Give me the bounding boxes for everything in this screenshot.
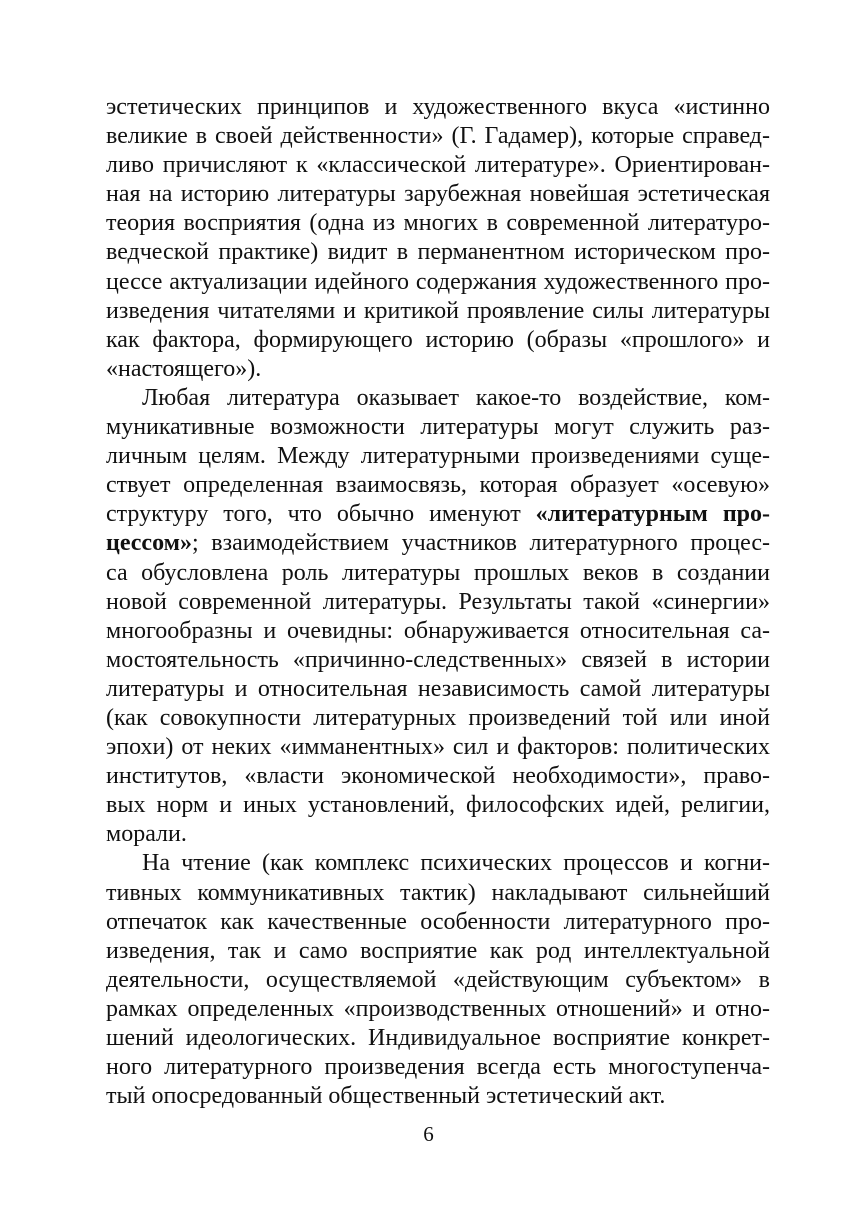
text-line: [106, 675, 770, 704]
text-segment: личным целям. Между литературными произведениями суще-: [106, 443, 770, 470]
text-line: [106, 529, 770, 558]
text-line: [106, 297, 770, 326]
text-segment: шений идеологических. Индивидуальное восприятие конкрет-: [106, 1025, 770, 1051]
text-segment: мостоятельность «причинно-следственных» связей в истории: [106, 646, 770, 673]
page-number: 6: [423, 1122, 434, 1146]
text-line: [106, 733, 770, 762]
text-line: [106, 151, 770, 180]
text-line: [106, 617, 770, 646]
text-line: [106, 762, 770, 791]
text-segment: изведения, так и само восприятие как род интеллектуальной: [106, 937, 770, 964]
text-segment: «настоящего»).: [106, 355, 262, 382]
text-segment: рамках определенных «производственных отношений» и отно-: [106, 995, 770, 1022]
text-line: [106, 559, 770, 588]
text-line: [106, 646, 770, 675]
text-segment: теория восприятия (одна из многих в современной литературо-: [106, 210, 770, 237]
text-line: [106, 1053, 770, 1082]
text-segment: отпечаток как качественные особенности литературного про-: [106, 908, 770, 935]
bold-term: «литературным про-: [535, 501, 770, 528]
text-segment: ведческой практике) видит в перманентном историческом про-: [106, 239, 770, 266]
text-line: [106, 238, 770, 267]
text-line: [106, 180, 770, 209]
body-text: [106, 93, 770, 1111]
text-segment: вых норм и иных установлений, философских идей, религии,: [106, 792, 770, 819]
text-segment: литературы и относительная независимость самой литературы: [106, 675, 770, 702]
paragraph: [106, 93, 770, 384]
text-segment: ного литературного произведения всегда есть многоступенча-: [106, 1054, 770, 1081]
bold-term: цессом»: [106, 530, 192, 557]
text-segment: ная на историю литературы зарубежная новейшая эстетическая: [106, 181, 770, 208]
text-line: [106, 500, 770, 529]
text-segment: как фактора, формирующего историю (образы «прошлого» и: [106, 326, 770, 353]
text-segment: структуру того, что обычно именуют: [106, 501, 536, 528]
text-segment: тивных коммуникативных тактик) накладывают сильнейший: [106, 879, 770, 906]
text-line: [106, 384, 770, 413]
text-line: [106, 122, 770, 151]
text-segment: ливо причисляют к «классической литературе». Ориентирован-: [106, 152, 770, 179]
text-line: [106, 849, 770, 878]
text-segment: эстетических принципов и художественного вкуса «истинно: [106, 94, 770, 120]
text-line: [106, 93, 770, 122]
text-line: [106, 820, 770, 849]
text-line: [106, 413, 770, 442]
text-segment: муникативные возможности литературы могут служить раз-: [106, 414, 770, 441]
text-line: [106, 326, 770, 355]
text-segment: морали.: [106, 821, 187, 848]
text-line: [106, 995, 770, 1024]
text-segment: На чтение (как комплекс психических процессов и когни-: [142, 850, 770, 877]
text-segment: тый опосредованный общественный эстетический акт.: [106, 1083, 666, 1110]
text-line: [106, 1082, 770, 1111]
text-segment: эпохи) от неких «имманентных» сил и факторов: политических: [106, 734, 770, 761]
text-segment: великие в своей действенности» (Г. Гадамер), которые справед-: [106, 123, 770, 150]
text-line: [106, 791, 770, 820]
text-segment: цессе актуализации идейного содержания художественного про-: [106, 268, 770, 295]
text-line: [106, 471, 770, 500]
text-segment: новой современной литературы. Результаты такой «синергии»: [106, 588, 770, 615]
text-segment: (как совокупности литературных произведений той или иной: [106, 704, 770, 731]
text-segment: многообразны и очевидны: обнаруживается относительная са-: [106, 617, 770, 644]
text-segment: изведения читателями и критикой проявление силы литературы: [106, 297, 770, 324]
text-segment: деятельности, осуществляемой «действующим субъектом» в: [106, 966, 770, 993]
text-line: [106, 209, 770, 238]
text-line: [106, 1024, 770, 1053]
text-line: [106, 355, 770, 384]
text-segment: ствует определенная взаимосвязь, которая образует «осевую»: [106, 472, 770, 499]
text-line: [106, 588, 770, 617]
text-line: [106, 908, 770, 937]
text-segment: институтов, «власти экономической необходимости», право-: [106, 763, 770, 790]
text-line: [106, 879, 770, 908]
text-line: [106, 704, 770, 733]
text-segment: ; взаимодействием участников литературного процес-: [191, 530, 770, 557]
text-line: [106, 966, 770, 995]
text-segment: са обусловлена роль литературы прошлых веков в создании: [106, 559, 770, 586]
text-line: [106, 937, 770, 966]
text-segment: Любая литература оказывает какое-то воздействие, ком-: [142, 384, 770, 411]
text-line: [106, 442, 770, 471]
paragraph: [106, 384, 770, 850]
paragraph: [106, 849, 770, 1111]
text-line: [106, 268, 770, 297]
